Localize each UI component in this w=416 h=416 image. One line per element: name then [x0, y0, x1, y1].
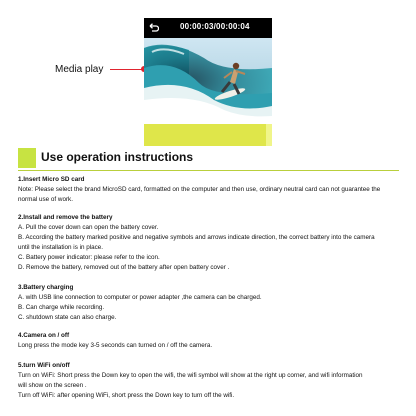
playback-time: 00:00:03/00:00:04 — [180, 22, 250, 31]
section-heading: 3.Battery charging — [18, 284, 74, 291]
section-line: Turn on WiFi: Short press the Down key to open the wifi, the wifi symbol will show at the right up corner, and wifi information — [18, 372, 363, 379]
section-line: normal use of work. — [18, 196, 73, 203]
section-heading: 4.Camera on / off — [18, 332, 70, 339]
section-line: B. Can charge while recording. — [18, 304, 105, 311]
playback-top-bar — [144, 18, 272, 38]
section-charging — [18, 283, 400, 323]
progress-fill — [144, 124, 266, 146]
section-wifi — [18, 361, 400, 401]
section-line: B. According the battery marked positive and negative symbols and arrows indicate direction, the correct battery into the camera — [18, 234, 375, 241]
surfing-photo — [144, 38, 272, 124]
section-heading: 5.turn WiFi on/off — [18, 362, 70, 369]
section-line: D. Remove the battery, removed out of the battery after open battery cover . — [18, 264, 230, 271]
page-title: Use operation instructions — [41, 150, 194, 164]
section-heading: 1.Insert Micro SD card — [18, 176, 85, 183]
camera-screen — [144, 18, 272, 146]
section-sd-card — [18, 175, 400, 205]
section-line: C. Battery power indicator: please refer to the icon. — [18, 254, 160, 261]
section-line: Long press the mode key 3-5 seconds can turned on / off the camera. — [18, 342, 213, 349]
title-divider — [18, 170, 399, 171]
section-heading: 2.Install and remove the battery — [18, 214, 113, 221]
section-line: A. with USB line connection to computer or power adapter ,the camera can be charged. — [18, 294, 262, 301]
section-line: C. shutdown state can also charge. — [18, 314, 117, 321]
section-battery — [18, 213, 400, 273]
back-arrow-icon[interactable] — [149, 23, 159, 33]
section-line: until the installation is in place. — [18, 244, 104, 251]
section-line: will show on the screen . — [18, 382, 87, 389]
section-line: A. Pull the cover down can open the battery cover. — [18, 224, 159, 231]
section-line: Turn off WiFi: after opening WiFi, short press the Down key to turn off the wifi. — [18, 392, 235, 399]
title-marker — [18, 148, 36, 168]
section-power — [18, 331, 400, 351]
section-line: Note: Please select the brand MicroSD card, formatted on the computer and then use, ordinary neutral card can not guarantee the — [18, 186, 381, 193]
media-play-label: Media play — [55, 64, 104, 75]
